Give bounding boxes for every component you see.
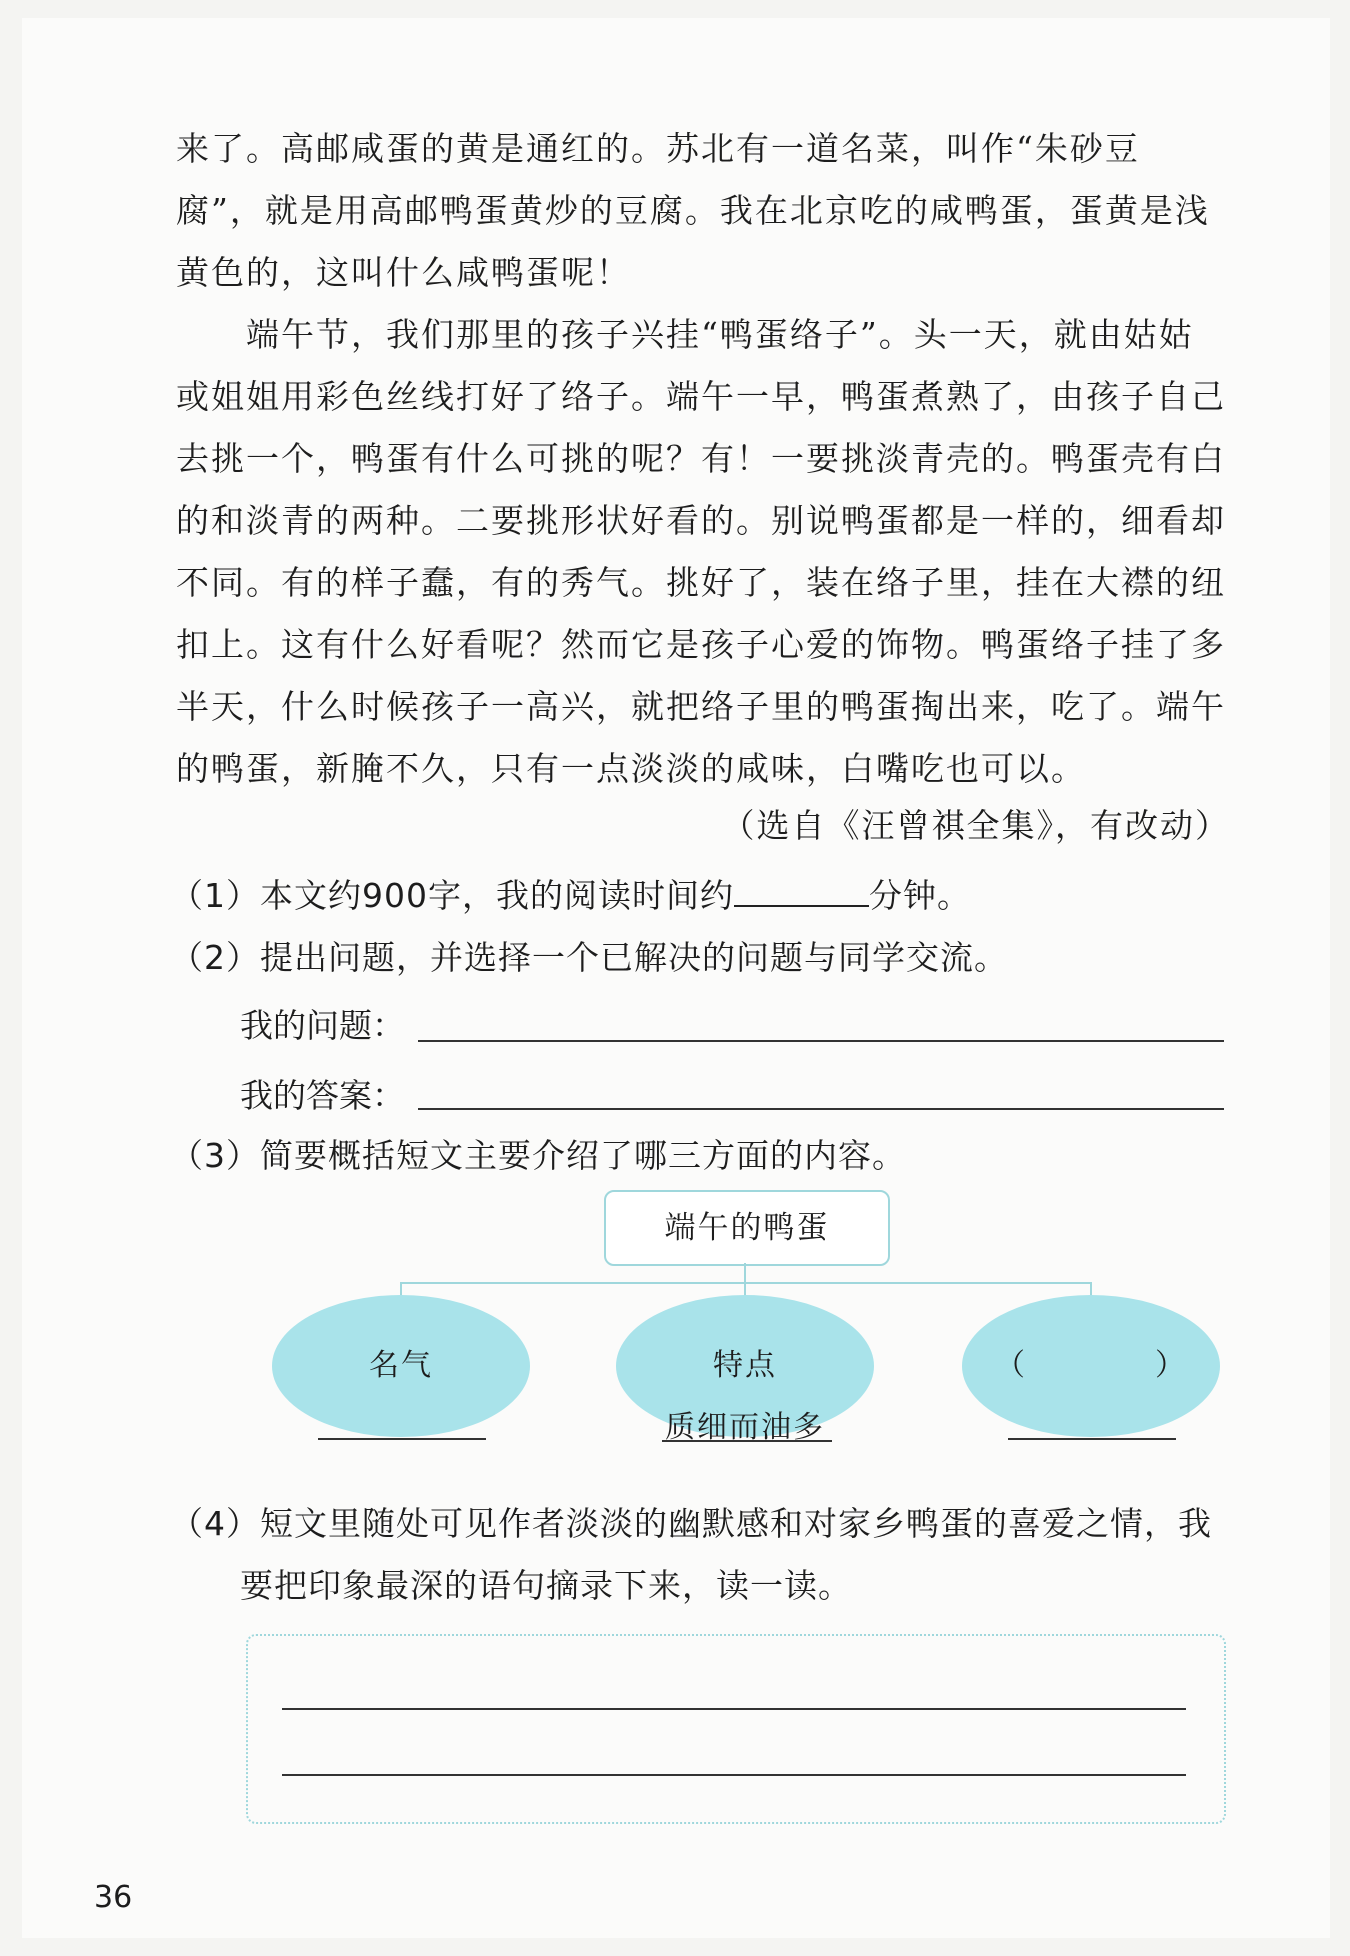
node-feature-title: 特点 <box>713 1348 777 1383</box>
question-1-text: （1）本文约900字，我的阅读时间约 <box>170 876 734 915</box>
question-2: （2）提出问题，并选择一个已解决的问题与同学交流。 <box>170 938 1008 977</box>
my-question-line[interactable] <box>418 1040 1224 1042</box>
my-answer-line[interactable] <box>418 1108 1224 1110</box>
node-fame-answer-line[interactable] <box>318 1438 486 1440</box>
excerpt-line-1[interactable] <box>282 1708 1186 1710</box>
passage-source: （选自《汪曾祺全集》，有改动） <box>721 806 1230 845</box>
passage-paragraph-2: 端午节，我们那里的孩子兴挂“鸭蛋络子”。头一天，就由姑姑或姐姐用彩色丝线打好了络子。端午一早，鸭蛋煮熟了，由孩子自己去挑一个，鸭蛋有什么可挑的呢？有！一要挑淡青壳的。鸭蛋壳有白的和淡青的两种。二要挑形状好看的。别说鸭蛋都是一样的，细看却不同。有的样子蠢，有的秀气。挑好了，装在络子里，挂在大襟的纽扣上。这有什么好看呢？然而它是孩子心爱的饰物。鸭蛋络子挂了多半天，什么时候孩子一高兴，就把络子里的鸭蛋掏出来，吃了。端午的鸭蛋，新腌不久，只有一点淡淡的咸味，白嘴吃也可以。 <box>176 315 1226 788</box>
diagram-root-box: 端午的鸭蛋 <box>604 1190 890 1266</box>
node-feature-answer-line <box>662 1440 832 1442</box>
my-question-label: 我的问题： <box>240 1006 405 1045</box>
connector-stem <box>744 1263 746 1283</box>
connector-bar <box>400 1282 1092 1284</box>
node-fame-title: 名气 <box>369 1348 433 1383</box>
page-number: 36 <box>94 1880 133 1915</box>
question-4-line-2: 要把印象最深的语句摘录下来，读一读。 <box>240 1566 852 1605</box>
excerpt-line-2[interactable] <box>282 1774 1186 1776</box>
node-feature-answer: 质细而油多 <box>665 1410 825 1445</box>
node-third-title-blank[interactable]: （ ） <box>995 1348 1187 1383</box>
passage-paragraph-1: 来了。高邮咸蛋的黄是通红的。苏北有一道名菜，叫作“朱砂豆腐”，就是用高邮鸭蛋黄炒的豆腐。我在北京吃的咸鸭蛋，蛋黄是浅黄色的，这叫什么咸鸭蛋呢！ <box>176 129 1210 292</box>
node-third-answer-line[interactable] <box>1008 1438 1176 1440</box>
question-3: （3）简要概括短文主要介绍了哪三方面的内容。 <box>170 1136 906 1175</box>
question-1-suffix: 分钟。 <box>868 876 971 915</box>
my-answer-label: 我的答案： <box>240 1076 405 1115</box>
question-1 <box>170 870 971 917</box>
excerpt-box <box>246 1634 1226 1824</box>
question-4-line-1: （4）短文里随处可见作者淡淡的幽默感和对家乡鸭蛋的喜爱之情，我 <box>170 1504 1212 1543</box>
reading-time-blank[interactable] <box>734 875 869 907</box>
